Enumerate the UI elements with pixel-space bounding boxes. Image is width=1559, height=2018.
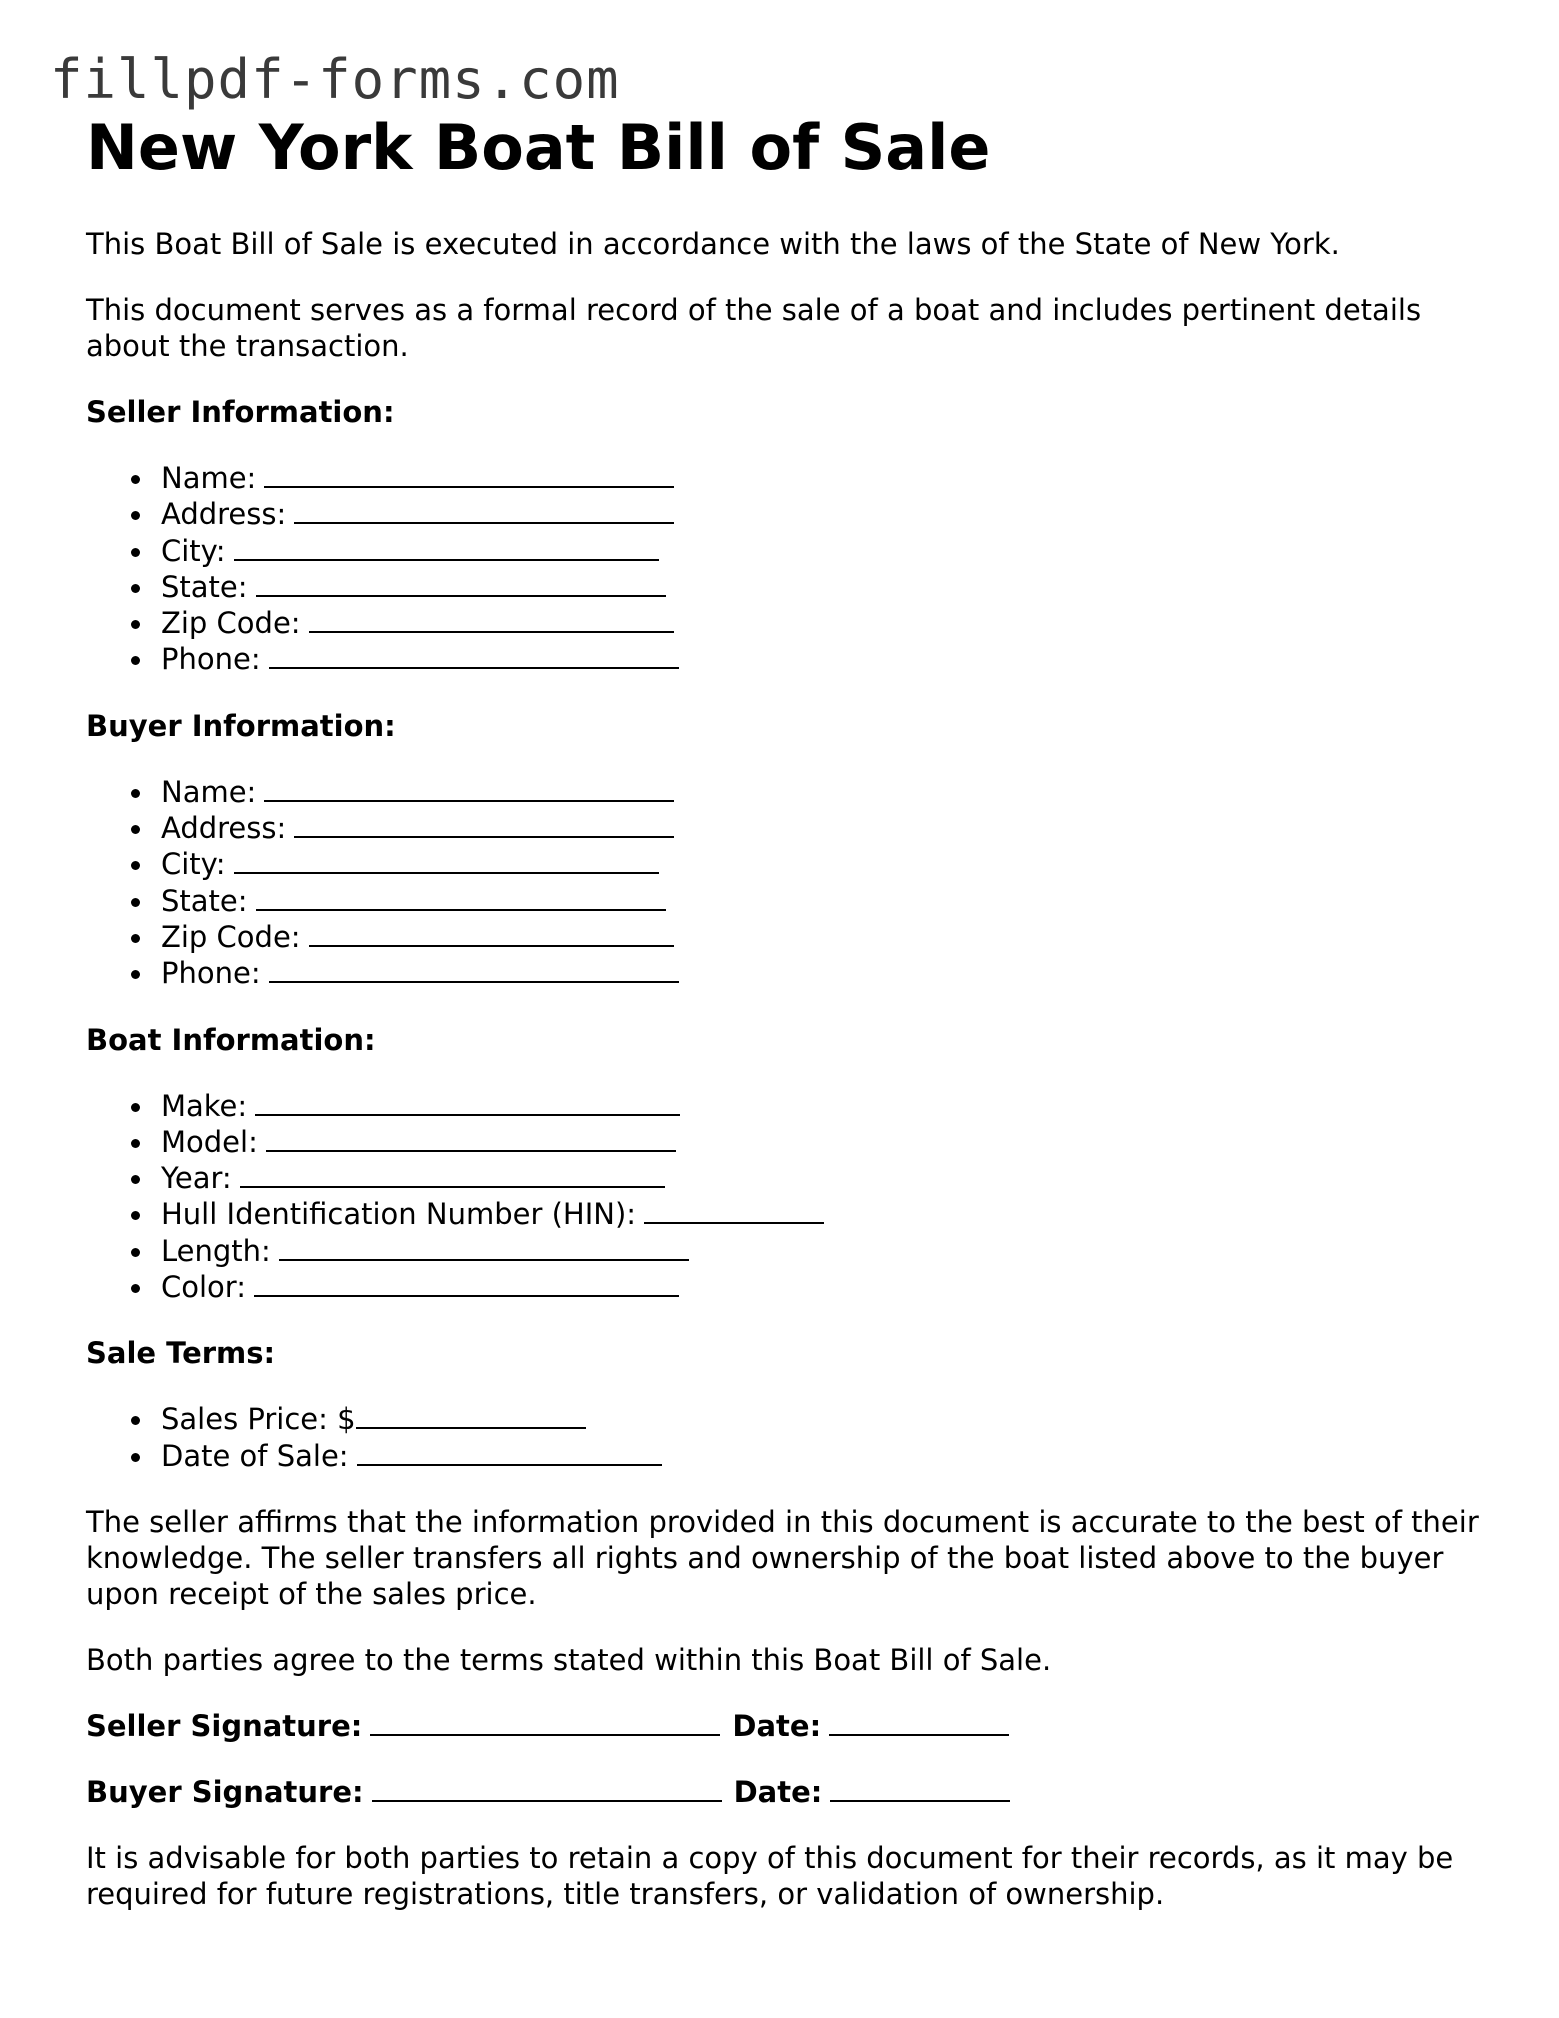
watermark: fillpdf-forms.com [50,48,620,111]
intro-paragraph-2: This document serves as a formal record of the sale of a boat and includes pertinent details about the transaction. [86,293,1422,363]
seller-date-label: Date: [732,1708,822,1743]
sale-terms-fields [86,1401,1486,1474]
boat-hin-field[interactable] [644,1196,824,1224]
list-item [161,605,1486,641]
field-label: Year: [161,1161,232,1196]
page-title: New York Boat Bill of Sale [86,111,991,184]
field-label: Phone: [161,956,261,991]
field-label: Length: [161,1233,271,1268]
buyer-name-field[interactable] [264,774,674,802]
boat-color-field[interactable] [254,1269,679,1297]
field-label: Model: [161,1124,258,1159]
buyer-date-label: Date: [733,1774,823,1809]
list-item [161,569,1486,605]
buyer-city-field[interactable] [234,846,659,874]
seller-signature-line [86,1708,1486,1744]
field-label: Hull Identification Number (HIN): [161,1197,637,1232]
buyer-heading: Buyer Information: [86,708,396,743]
boat-model-field[interactable] [266,1124,676,1152]
boat-heading: Boat Information: [86,1022,376,1057]
document-page [86,110,1486,1912]
list-item [161,1233,1486,1269]
field-label: Address: [161,811,287,846]
field-label: Sales Price: $ [161,1402,356,1437]
list-item [161,1269,1486,1305]
seller-fields [86,460,1486,678]
field-label: Zip Code: [161,606,301,641]
seller-address-field[interactable] [294,496,674,524]
field-label: Date of Sale: [161,1438,349,1473]
field-label: Zip Code: [161,919,301,954]
list-item [161,810,1486,846]
seller-phone-field[interactable] [269,641,679,669]
list-item [161,1160,1486,1196]
boat-fields [86,1088,1486,1306]
buyer-zip-field[interactable] [309,919,674,947]
buyer-signature-label: Buyer Signature: [86,1774,364,1809]
agreement-paragraph: Both parties agree to the terms stated within this Boat Bill of Sale. [86,1642,1052,1677]
seller-name-field[interactable] [264,460,674,488]
field-label: State: [161,569,248,604]
buyer-signature-line [86,1774,1486,1810]
boat-length-field[interactable] [279,1233,689,1261]
list-item [161,919,1486,955]
buyer-address-field[interactable] [294,810,674,838]
field-label: State: [161,883,248,918]
list-item [161,1088,1486,1124]
boat-make-field[interactable] [255,1088,680,1116]
buyer-phone-field[interactable] [269,955,679,983]
seller-date-field[interactable] [829,1708,1009,1736]
buyer-signature-field[interactable] [372,1774,722,1802]
retention-note: It is advisable for both parties to retain a copy of this document for their records, as it may be required for future registrations, title transfers, or validation of ownership. [86,1840,1454,1911]
list-item [161,460,1486,496]
date-of-sale-field[interactable] [357,1438,662,1466]
buyer-date-field[interactable] [830,1774,1010,1802]
seller-city-field[interactable] [234,533,659,561]
list-item [161,1401,1486,1437]
list-item [161,641,1486,677]
list-item [161,1438,1486,1474]
seller-signature-label: Seller Signature: [86,1708,363,1743]
boat-year-field[interactable] [240,1160,665,1188]
field-label: Name: [161,774,257,809]
list-item [161,774,1486,810]
list-item [161,955,1486,991]
list-item [161,1196,1486,1232]
seller-state-field[interactable] [256,569,666,597]
sale-terms-heading: Sale Terms: [86,1336,276,1371]
field-label: Phone: [161,642,261,677]
field-label: Color: [161,1270,246,1305]
seller-heading: Seller Information: [86,395,395,429]
buyer-state-field[interactable] [256,883,666,911]
list-item [161,533,1486,569]
field-label: Name: [161,461,257,495]
intro-paragraph-1: This Boat Bill of Sale is executed in accordance with the laws of the State of New York. [86,227,1340,261]
field-label: City: [161,847,226,882]
field-label: Make: [161,1088,248,1123]
sales-price-field[interactable] [356,1401,586,1429]
list-item [161,1124,1486,1160]
field-label: Address: [161,497,287,532]
buyer-fields [86,774,1486,992]
field-label: City: [161,533,226,568]
list-item [161,883,1486,919]
seller-signature-field[interactable] [370,1708,720,1736]
seller-zip-field[interactable] [309,605,674,633]
list-item [161,846,1486,882]
affirmation-paragraph: The seller affirms that the information provided in this document is accurate to the best of their knowledge. The seller transfers all rights and ownership of the boat listed above to the buyer upon receipt of the sales price. [86,1504,1479,1611]
list-item [161,496,1486,532]
